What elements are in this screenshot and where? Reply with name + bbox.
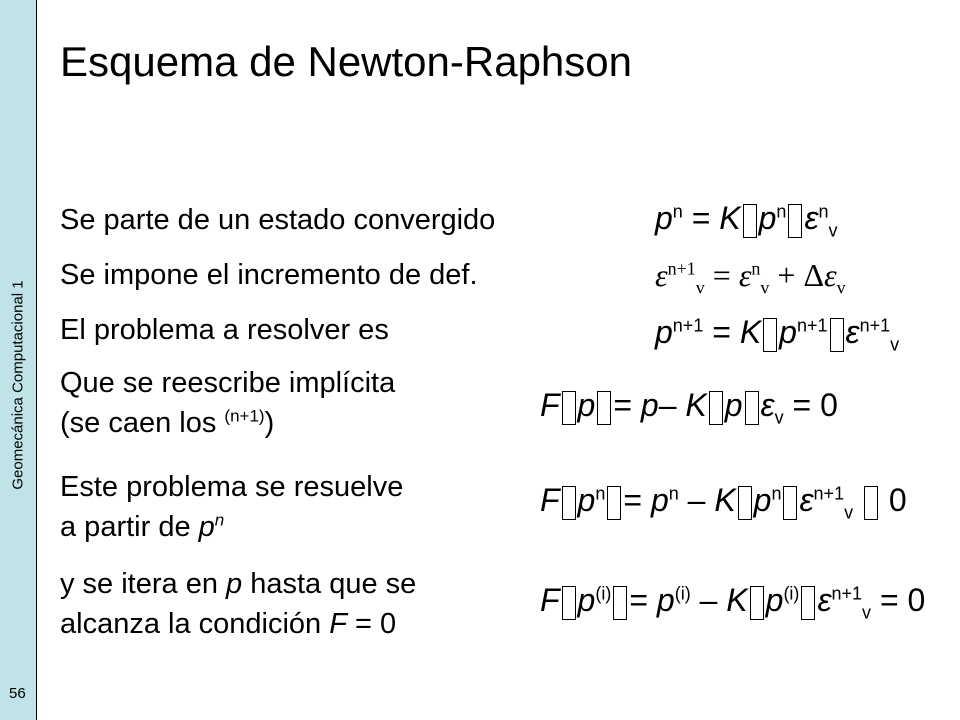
bracket-box: [783, 486, 797, 520]
bracket-box: [562, 586, 576, 620]
bullet-problem: El problema a resolver es: [60, 314, 389, 346]
bracket-box: [743, 204, 757, 238]
equation-problem: $p^{n+1} = K$ $p^{n+1}$ $\varepsilon^{n+1}_v$: [655, 314, 900, 355]
equation-implicit: F p = p– K p $\varepsilon_v = 0$: [540, 387, 838, 428]
bracket-box: [788, 204, 802, 238]
bracket-box: [613, 586, 627, 620]
bullet-solve-line1: Este problema se resuelve: [60, 471, 404, 503]
relation-box: [864, 486, 878, 520]
bullet-iterate-line1: y se itera en p hasta que se: [60, 568, 417, 600]
bracket-box: [763, 318, 777, 352]
course-label: Geomecánica Computacional 1: [9, 280, 27, 490]
bullet-strain-increment: Se impone el incremento de def.: [60, 259, 478, 291]
bracket-box: [745, 391, 759, 425]
bracket-box: [830, 318, 844, 352]
slide-number: 56: [9, 685, 26, 702]
bullet-solve-line2: a partir de $p^n$: [60, 510, 225, 543]
bracket-box: [738, 486, 752, 520]
bracket-box: [750, 586, 764, 620]
bracket-box: [562, 391, 576, 425]
bracket-box: [709, 391, 723, 425]
equation-strain-increment: $\varepsilon^{n+1}_v = \varepsilon^n_v + \Delta\varepsilon_v$: [655, 257, 846, 298]
bracket-box: [801, 586, 815, 620]
bracket-box: [607, 486, 621, 520]
equation-residual: F $p^n = p^n - K$ $p^n$ $\varepsilon^{n+1}_v$ 0: [540, 482, 907, 523]
sidebar: [0, 0, 37, 720]
bracket-box: [597, 391, 611, 425]
slide-title: Esquema de Newton-Raphson: [60, 38, 633, 85]
equation-converged-state: $p^n = K$ $p^n$ $\varepsilon^n_v$: [655, 200, 838, 241]
bullet-converged-state: Se parte de un estado convergido: [60, 204, 496, 236]
bullet-iterate-line2: alcanza la condición F = 0: [60, 608, 397, 640]
bullet-implicit-line1: Que se reescribe implícita: [60, 367, 396, 399]
bullet-implicit-line2: (se caen los $^{(n+1)}$): [60, 406, 275, 439]
bracket-box: [562, 486, 576, 520]
equation-iteration: F $p^{(i)} = p^{(i)} - K$ $p^{(i)}$ $\varepsilon^{n+1}_v = 0$: [540, 582, 926, 623]
